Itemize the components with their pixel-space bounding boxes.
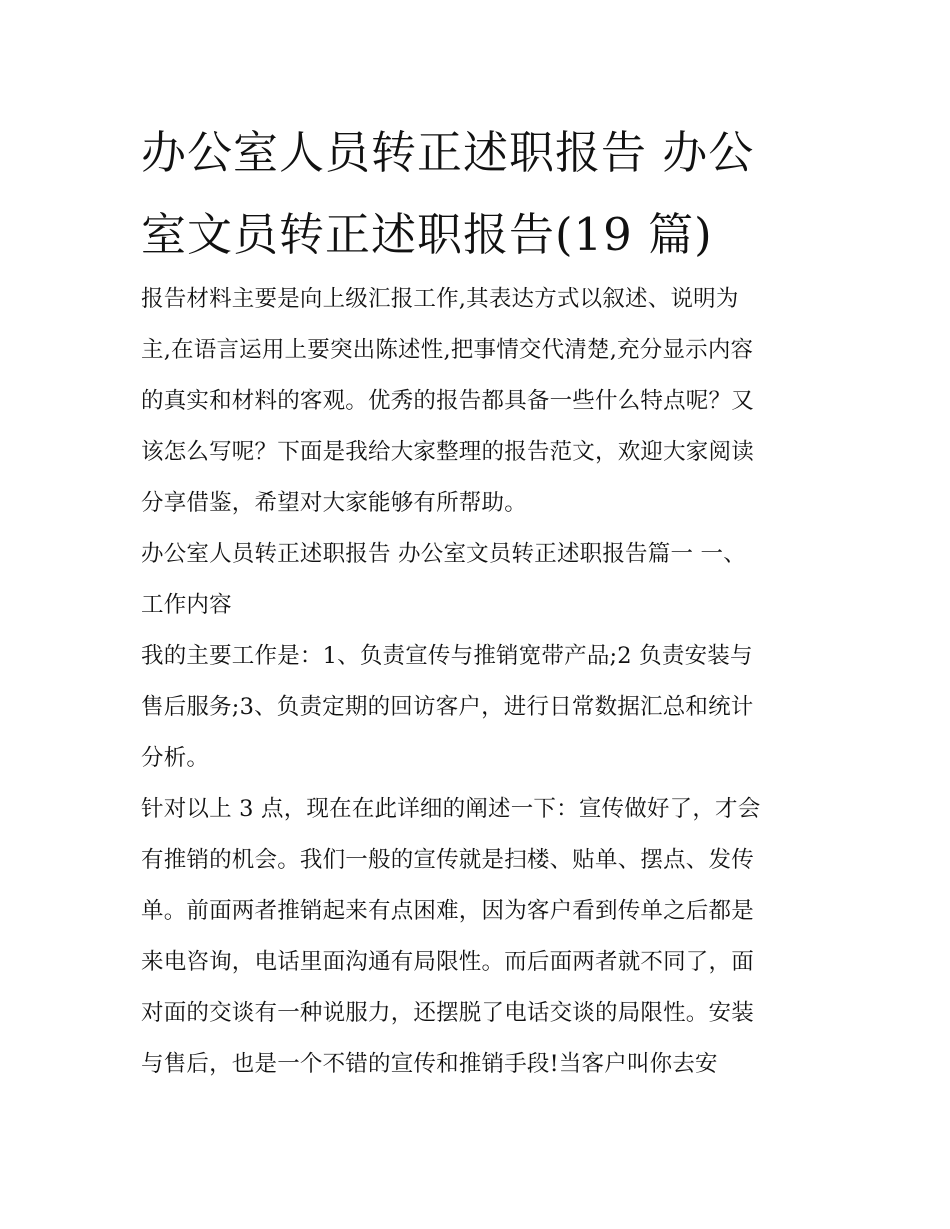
body-line-12: 有推销的机会。我们一般的宣传就是扫楼、贴单、摆点、发传 (141, 847, 754, 873)
section-heading-line-2: 工作内容 (141, 592, 232, 618)
document-title (141, 112, 811, 276)
body-line-15: 对面的交谈有一种说服力，还摆脱了电话交谈的局限性。安装 (141, 1000, 754, 1026)
body-line-9: 售后服务;3、负责定期的回访客户，进行日常数据汇总和统计 (141, 694, 754, 720)
body-line-13: 单。前面两者推销起来有点困难，因为客户看到传单之后都是 (141, 898, 754, 924)
body-line-1: 报告材料主要是向上级汇报工作,其表达方式以叙述、说明为 (141, 286, 739, 312)
body-line-14: 来电咨询，电话里面沟通有局限性。而后面两者就不同了，面 (141, 949, 754, 975)
body-line-5: 分享借鉴，希望对大家能够有所帮助。 (141, 490, 527, 516)
body-line-16: 与售后，也是一个不错的宣传和推销手段!当客户叫你去安 (141, 1051, 718, 1077)
body-line-4: 该怎么写呢？下面是我给大家整理的报告范文，欢迎大家阅读 (141, 439, 754, 465)
body-line-10: 分析。 (141, 745, 210, 771)
body-line-11: 针对以上 3 点，现在在此详细的阐述一下：宣传做好了，才会 (141, 796, 761, 822)
body-line-8: 我的主要工作是：1、负责宣传与推销宽带产品;2 负责安装与 (141, 643, 753, 669)
body-line-3: 的真实和材料的客观。优秀的报告都具备一些什么特点呢？又 (141, 388, 754, 414)
title-line-1: 办公室人员转正述职报告 办公 (141, 126, 755, 179)
section-heading-line-1: 办公室人员转正述职报告 办公室文员转正述职报告篇一 一、 (141, 541, 746, 567)
body-line-2: 主,在语言运用上要突出陈述性,把事情交代清楚,充分显示内容 (141, 337, 754, 363)
title-line-2: 室文员转正述职报告(19 篇) (141, 208, 713, 261)
document-body (141, 274, 813, 1090)
